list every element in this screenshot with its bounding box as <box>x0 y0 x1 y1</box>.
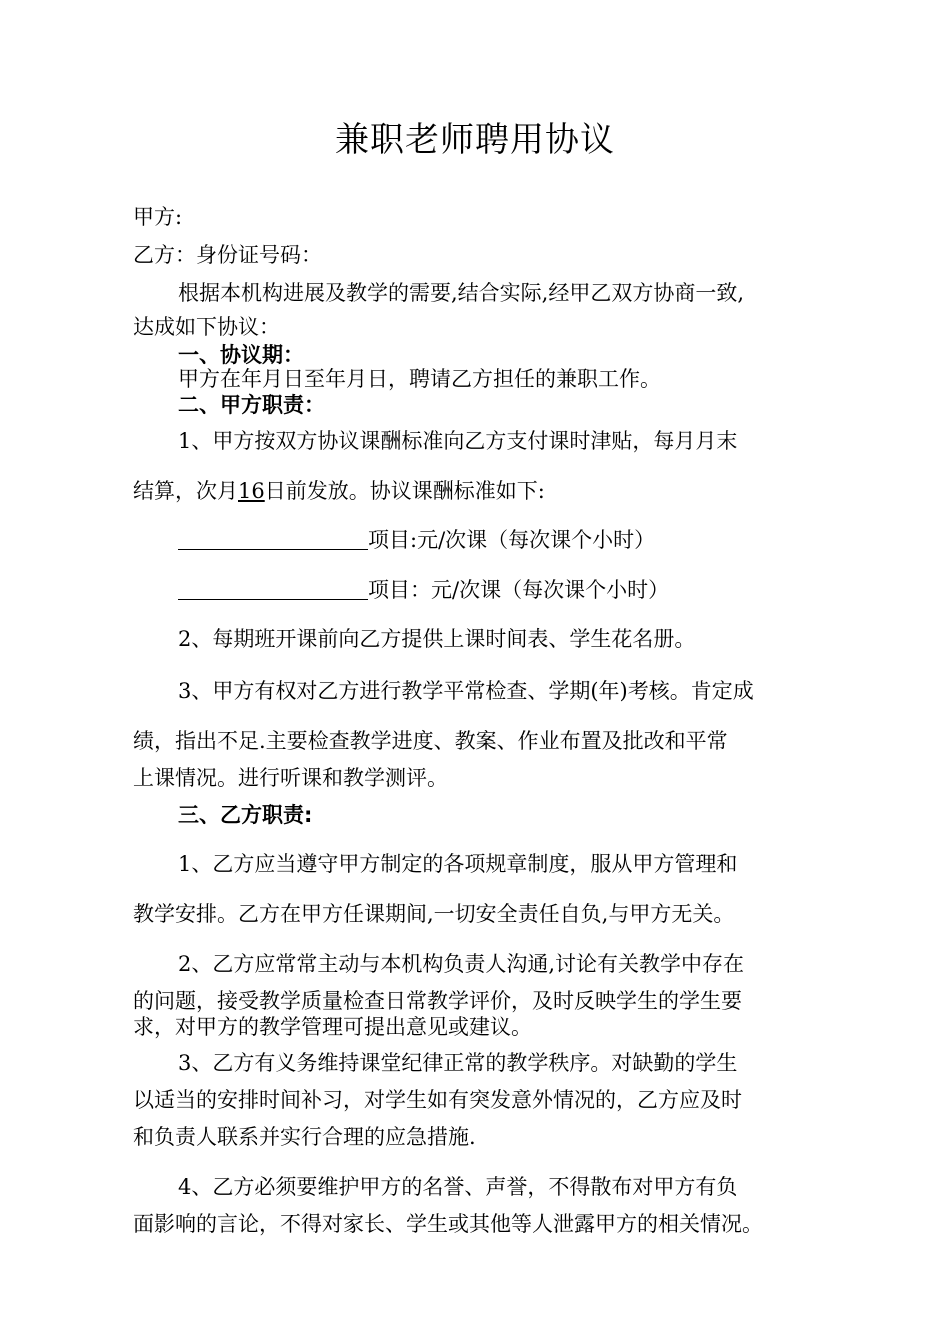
section3-item4-line-1: 4、乙方必须要维护甲方的名誉、声誉，不得散布对甲方有负 <box>178 1175 738 1199</box>
section2-item2: 2、每期班开课前向乙方提供上课时间表、学生花名册。 <box>178 627 696 651</box>
intro-line-1: 根据本机构进展及教学的需要,结合实际,经甲乙双方协商一致, <box>178 281 745 305</box>
section2-heading: 二、甲方职责： <box>178 393 325 417</box>
section3-item2-line-1: 2、乙方应常常主动与本机构负责人沟通,讨论有关教学中存在 <box>178 952 745 976</box>
section3-item1-line-1: 1、乙方应当遵守甲方制定的各项规章制度，服从甲方管理和 <box>178 852 738 876</box>
section2-item1-line-2 <box>133 477 545 505</box>
fee-row-2 <box>178 576 669 604</box>
section3-item3-line-2: 以适当的安排时间补习，对学生如有突发意外情况的，乙方应及时 <box>133 1088 742 1112</box>
fee-row-1-text: 项目:元/次课（每次课个小时） <box>368 528 656 552</box>
section3-item1-line-2: 教学安排。乙方在甲方任课期间,一切安全责任自负,与甲方无关。 <box>133 902 735 926</box>
section2-item3-line-3: 上课情况。进行听课和教学测评。 <box>133 766 448 790</box>
party-a-line: 甲方: <box>133 205 183 229</box>
section3-item4-line-2: 面影响的言论，不得对家长、学生或其他等人泄露甲方的相关情况。 <box>133 1212 763 1236</box>
section2-item3-line-1: 3、甲方有权对乙方进行教学平常检查、学期(年)考核。肯定成 <box>178 679 754 703</box>
fee-blank-1 <box>178 529 368 550</box>
party-b-line: 乙方：身份证号码： <box>133 243 322 267</box>
fee-row-1 <box>178 526 655 554</box>
section3-heading: 三、乙方职责: <box>178 803 313 827</box>
section3-item2-line-3: 求，对甲方的教学管理可提出意见或建议。 <box>133 1015 532 1039</box>
section1-line-1: 甲方在年月日至年月日，聘请乙方担任的兼职工作。 <box>178 367 661 391</box>
section3-item2-line-2: 的问题，接受教学质量检查日常教学评价，及时反映学生的学生要 <box>133 989 742 1013</box>
section2-item3-line-2: 绩，指出不足.主要检查教学进度、教案、作业布置及批改和平常 <box>133 729 728 753</box>
payment-day: 16 <box>238 479 265 503</box>
fee-row-2-text: 项目：元/次课（每次课个小时） <box>368 578 670 602</box>
section2-item1-line-1: 1、甲方按双方协议课酬标准向乙方支付课时津贴，每月月末 <box>178 429 738 453</box>
section3-item3-line-3: 和负责人联系并实行合理的应急措施. <box>133 1125 476 1149</box>
section3-item3-line-1: 3、乙方有义务维持课堂纪律正常的教学秩序。对缺勤的学生 <box>178 1051 738 1075</box>
page-title: 兼职老师聘用协议 <box>335 120 615 160</box>
fee-blank-2 <box>178 579 368 600</box>
intro-line-2: 达成如下协议： <box>133 315 280 339</box>
settlement-text-pre: 结算，次月 <box>133 479 238 503</box>
settlement-text-post: 日前发放。协议课酬标准如下: <box>264 479 545 503</box>
section1-heading: 一、协议期： <box>178 343 304 367</box>
